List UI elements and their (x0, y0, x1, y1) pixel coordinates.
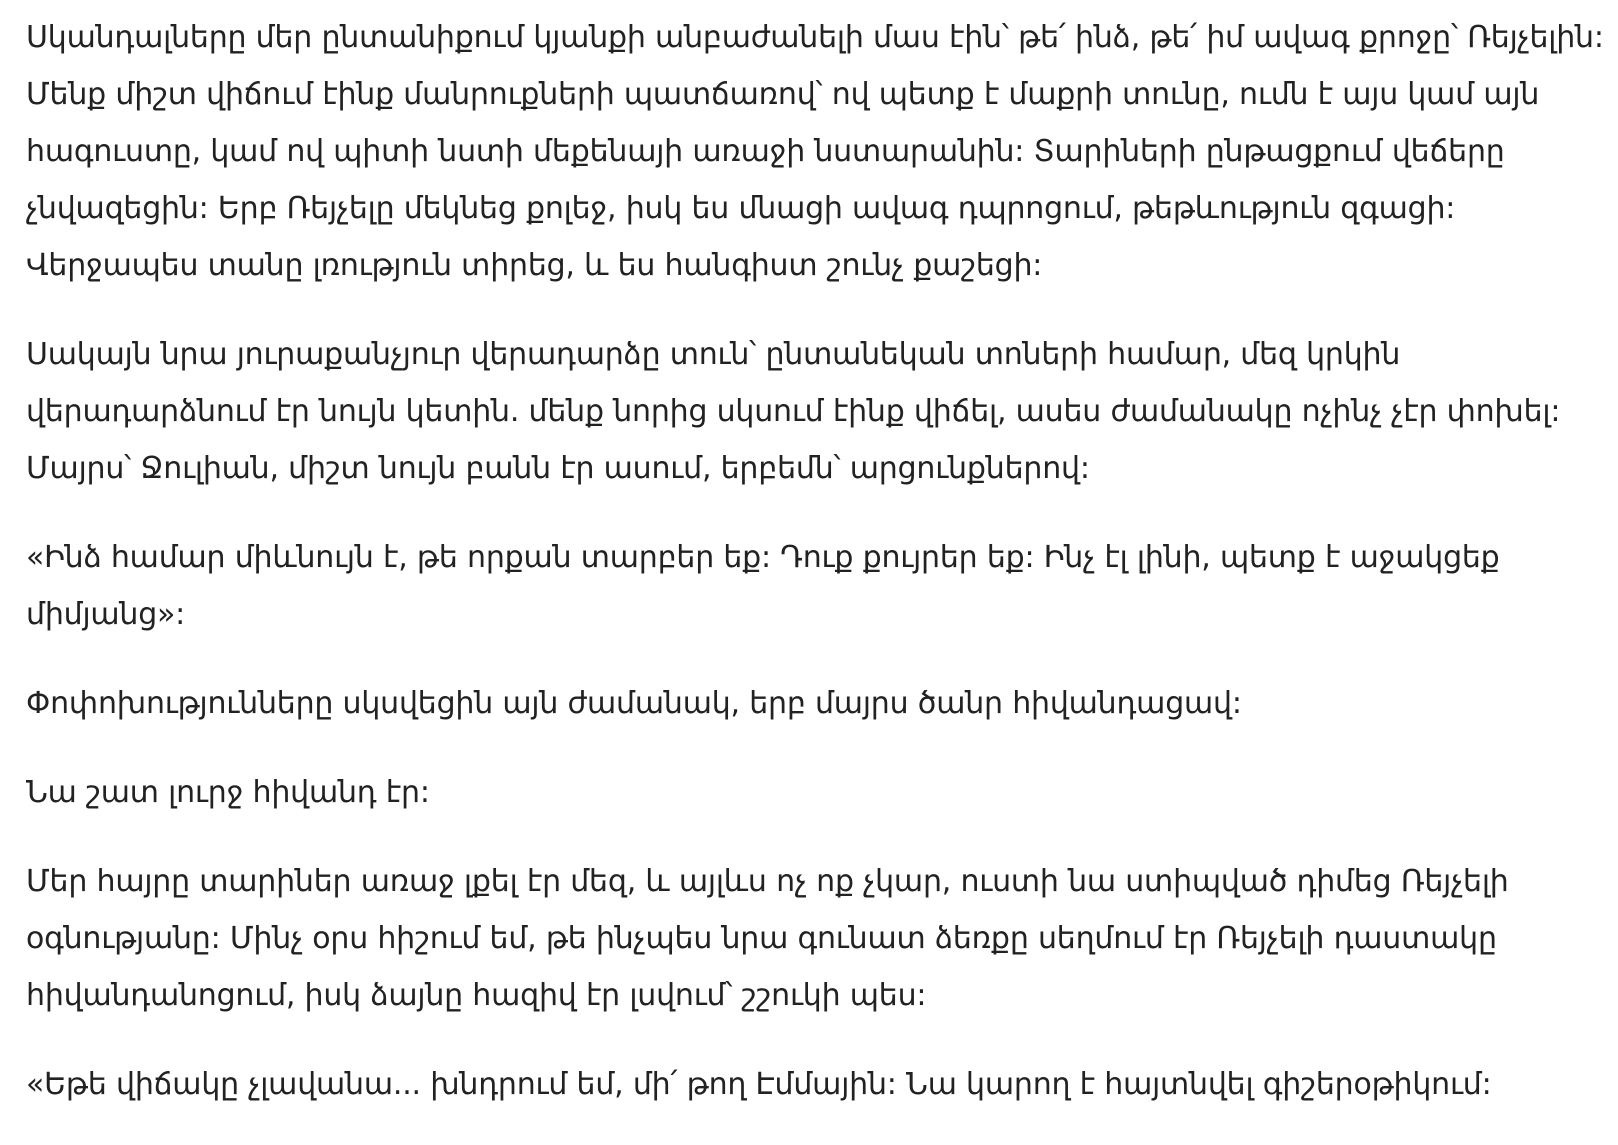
text-line: Մայրս՝ Ջուլիան, միշտ նույն բանն էր ասում, երբեմն՝ արցունքներով: (26, 451, 1090, 486)
paragraph-6 (26, 853, 1606, 1024)
text-line: հիվանդանոցում, իսկ ձայնը հազիվ էր լսվում՝ շշուկի պես: (26, 978, 927, 1013)
text-line: Սակայն նրա յուրաքանչյուր վերադարձը տուն՝ ընտանեկան տոների համար, մեզ կրկին (26, 337, 1401, 372)
text-line: Փոփոխությունները սկսվեցին այն ժամանակ, երբ մայրս ծանր հիվանդացավ: (26, 686, 1242, 721)
text-line: Մենք միշտ վիճում էինք մանրուքների պատճառով՝ ով պետք է մաքրի տունը, ումն է այս կամ այն (26, 77, 1540, 112)
paragraph-1 (26, 9, 1606, 294)
text-line: «Եթե վիճակը չլավանա... խնդրում եմ, մի՛ թող Էմմային: Նա կարող է հայտնվել գիշերօթիկում: (26, 1067, 1492, 1102)
article-body (26, 9, 1606, 1145)
paragraph-4 (26, 675, 1606, 732)
paragraph-2 (26, 326, 1606, 497)
text-line: Մեր հայրը տարիներ առաջ լքել էր մեզ, և այլևս ոչ ոք չկար, ուստի նա ստիպված դիմեց Ռեյչելի (26, 864, 1509, 899)
paragraph-7-quote (26, 1056, 1606, 1113)
paragraph-3-quote (26, 529, 1606, 643)
text-line: միմյանց»: (26, 597, 186, 632)
text-line: Նա շատ լուրջ հիվանդ էր: (26, 775, 430, 810)
text-line: հագուստը, կամ ով պիտի նստի մեքենայի առաջի նստարանին: Տարիների ընթացքում վեճերը (26, 134, 1505, 169)
text-line: վերադարձնում էր նույն կետին. մենք նորից սկսում էինք վիճել, ասես ժամանակը ոչինչ չէր փոխել: (26, 394, 1561, 429)
text-line: «Ինձ համար միևնույն է, թե որքան տարբեր եք: Դուք քույրեր եք: Ինչ էլ լինի, պետք է աջակցեք (26, 540, 1500, 575)
paragraph-5 (26, 764, 1606, 821)
text-line: Սկանդալները մեր ընտանիքում կյանքի անբաժանելի մաս էին՝ թե՛ ինձ, թե՛ իմ ավագ քրոջը՝ Ռեյչելին: (26, 20, 1604, 55)
text-line: չնվազեցին: Երբ Ռեյչելը մեկնեց քոլեջ, իսկ ես մնացի ավագ դպրոցում, թեթևություն զգացի: (26, 191, 1456, 226)
text-line: Վերջապես տանը լռություն տիրեց, և ես հանգիստ շունչ քաշեցի: (26, 248, 1043, 283)
text-line: օգնությանը: Մինչ օրս հիշում եմ, թե ինչպես նրա գունատ ձեռքը սեղմում էր Ռեյչելի դաստակը (26, 921, 1497, 956)
